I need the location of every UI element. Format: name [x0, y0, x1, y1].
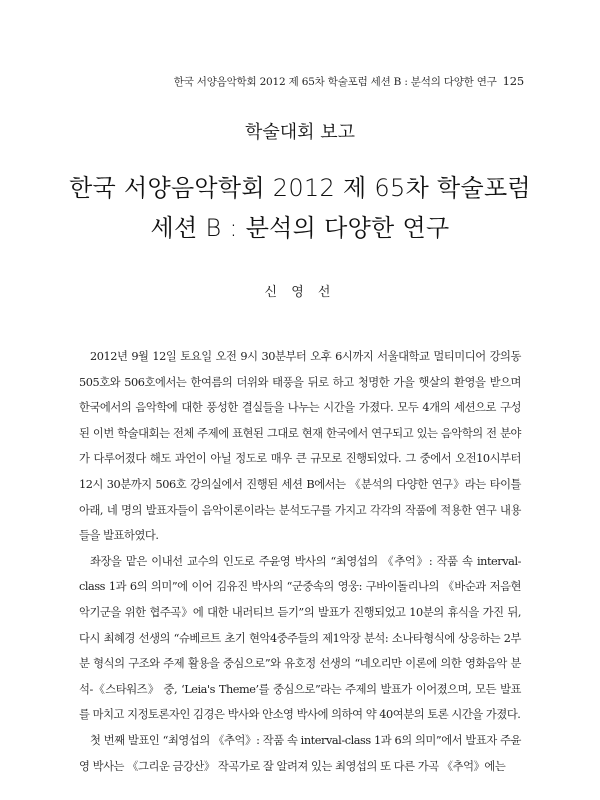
page-number: 125 — [502, 74, 524, 88]
running-title: 한국 서양음악학회 2012 제 65차 학술포럼 세션 B : 분석의 다양한 연구 — [173, 76, 497, 88]
article-title — [0, 168, 600, 248]
title-line-2: 세션 B : 분석의 다양한 연구 — [150, 214, 450, 242]
author-name: 신 영 선 — [264, 285, 336, 300]
paragraph-2: 좌장을 맡은 이내선 교수의 인도로 주윤영 박사의 “최영섭의 《추억》: 작품 속 interval-class 1과 6의 의미”에 이어 김유진 박사의 “군중속의 영웅: 구바이돌리나의 《바순과 저음현악기군을 위한 협주곡》에 대한 내러티브 듣기”의 발표가 진행되었고 10분의 휴식을 가진 뒤, 다시 최혜경 선생의 “슈베르트 초기 현악4중주들의 제1악장 분석: 소나타형식에 상응하는 2부분 형식의 구조와 주제 활용을 중심으로”와 유호정 선생의 “네오리만 이론에 의한 영화음악 분석-《스타워즈》 중, ‘Leia's Theme’를 중심으로”라는 주제의 발표가 이어졌으며, 모든 발표를 마치고 지정토론자인 김경은 박사와 안소영 박사에 의하여 약 40여분의 토론 시간을 가졌다. — [79, 554, 521, 722]
running-header — [174, 74, 524, 89]
paragraph-3: 첫 번째 발표인 “최영섭의 《추억》: 작품 속 interval-class 1과 6의 의미”에서 발표자 주윤영 박사는 《그리운 금강산》 작곡가로 잘 알려져 있는 최영섭의 또 다른 가곡 《추억》에는 — [79, 733, 521, 773]
section-label: 학술대회 보고 — [244, 122, 356, 143]
article-body — [79, 344, 521, 779]
title-line-1: 한국 서양음악학회 2012 제 65차 학술포럼 — [69, 174, 531, 202]
paragraph-1: 2012년 9월 12일 토요일 오전 9시 30분부터 오후 6시까지 서울대학교 멀티미디어 강의동 505호와 506호에서는 한여름의 더위와 태풍을 뒤로 하고 청명한 가을 햇살의 환영을 받으며 한국에서의 음악학에 대한 풍성한 결실들을 나누는 시간을 가졌다. 모두 4개의 세션으로 구성된 이번 학술대회는 전체 주제에 표현된 그대로 현재 한국에서 연구되고 있는 음악학의 전 분야가 다루어졌다 해도 과언이 아닐 정도로 매우 큰 규모로 진행되었다. 그 중에서 오전10시부터 12시 30분까지 506호 강의실에서 진행된 세션 B에서는 《분석의 다양한 연구》라는 타이틀 아래, 네 명의 발표자들이 음악이론이라는 분석도구를 가지고 각각의 작품에 적용한 연구 내용들을 발표하였다. — [79, 350, 521, 543]
